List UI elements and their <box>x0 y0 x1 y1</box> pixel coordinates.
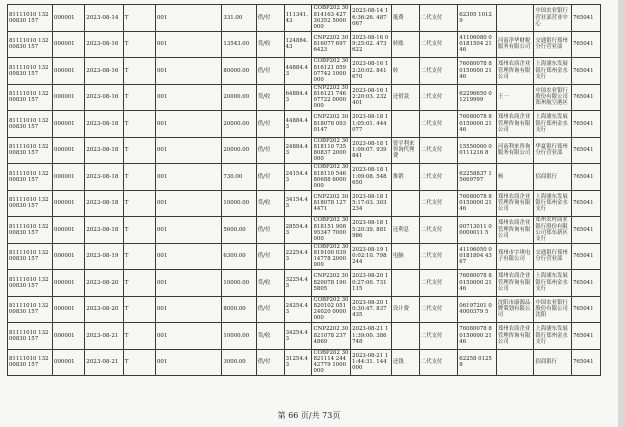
counterparty-bank: 招商银行 <box>534 349 572 376</box>
counterparty-name: 郑州农商企业管理咨询有限公司 <box>496 190 534 217</box>
transaction-date: 2023-08-21 <box>85 349 124 376</box>
transaction-date: 2023-08-20 <box>85 296 124 323</box>
transaction-type: T <box>123 190 155 217</box>
reference-number: COBP202 30819100 03914778 2000000 <box>312 243 351 270</box>
channel: 二代支付 <box>419 349 458 376</box>
balance: 64884.43 <box>284 84 312 111</box>
table-row <box>8 243 601 270</box>
counterparty-account: 62258 01258 <box>458 349 497 376</box>
transaction-time: 2023-08-20 10:27:00. 731115 <box>351 270 392 297</box>
transaction-type: T <box>123 243 155 270</box>
balance: 22254.43 <box>284 243 312 270</box>
reference-number: COBP202 30814163 42730352 5000000 <box>312 5 351 32</box>
transaction-type: T <box>123 164 155 191</box>
balance: 44884.43 <box>284 58 312 85</box>
table-row <box>8 349 601 376</box>
counterparty-account: 76080078 80150000 2146 <box>458 270 497 297</box>
table-row <box>8 270 601 297</box>
counterparty-account: 62305 10129 <box>458 5 497 32</box>
account-number: 81111010 13200830 157 <box>8 323 53 350</box>
amount: 80000.00 <box>222 58 256 85</box>
channel: 二代支付 <box>419 31 458 58</box>
account-number: 81111010 13200830 157 <box>8 111 53 138</box>
transaction-type: T <box>123 323 155 350</box>
channel: 二代支付 <box>419 270 458 297</box>
transaction-type: T <box>123 217 155 244</box>
transaction-date: 2023-08-18 <box>85 217 124 244</box>
memo: 转 <box>391 58 419 85</box>
balance: 44884.43 <box>284 111 312 138</box>
debit-credit: 贷/收 <box>256 84 284 111</box>
debit-credit: 贷/收 <box>256 270 284 297</box>
debit-credit: 借/付 <box>256 5 284 32</box>
transaction-date: 2023-08-16 <box>85 58 124 85</box>
branch-code: 765041 <box>571 5 600 32</box>
branch-code: 765041 <box>571 58 600 85</box>
counterparty-bank: 郑州农村商业银行股份有限公司郑东新区支行 <box>534 217 572 244</box>
transaction-time: 2023-08-14 16:36:26. 487067 <box>351 5 392 32</box>
account-number: 81111010 13200830 157 <box>8 217 53 244</box>
debit-credit: 贷/收 <box>256 323 284 350</box>
account-number: 81111010 13200830 157 <box>8 31 53 58</box>
amount: 10000.00 <box>222 323 256 350</box>
sequence-code: 000001 <box>53 217 85 244</box>
balance: 28554.43 <box>284 217 312 244</box>
account-number: 81111010 13200830 157 <box>8 164 53 191</box>
branch-code: 765041 <box>571 190 600 217</box>
currency-code: 001 <box>155 31 221 58</box>
reference-number: COBP202 30818110 73580837 2000000 <box>312 137 351 164</box>
currency-code: 001 <box>155 296 221 323</box>
transaction-date: 2023-08-18 <box>85 190 124 217</box>
transaction-type: T <box>123 111 155 138</box>
table-row <box>8 164 601 191</box>
account-number: 81111010 13200830 157 <box>8 137 53 164</box>
transaction-type: T <box>123 58 155 85</box>
counterparty-bank: 华夏银行郑州分行营业部 <box>534 137 572 164</box>
sequence-code: 000001 <box>53 84 85 111</box>
amount: 8000.00 <box>222 296 256 323</box>
sequence-code: 000001 <box>53 5 85 32</box>
debit-credit: 借/付 <box>256 296 284 323</box>
reference-number: CNP2202 30816121 74607722 0000000 <box>312 84 351 111</box>
channel: 二代支付 <box>419 243 458 270</box>
counterparty-bank: 上海浦东发展银行郑州金水支行 <box>534 190 572 217</box>
table-row <box>8 217 601 244</box>
amount: 5600.00 <box>222 217 256 244</box>
sequence-code: 000001 <box>53 270 85 297</box>
transaction-time: 2023-08-19 10:02:10. 798244 <box>351 243 392 270</box>
sequence-code: 000001 <box>53 111 85 138</box>
transaction-type: T <box>123 296 155 323</box>
amount: 730.00 <box>222 164 256 191</box>
debit-credit: 借/付 <box>256 243 284 270</box>
counterparty-account: 62296650 01219999 <box>458 84 497 111</box>
balance: 34254.43 <box>284 323 312 350</box>
counterparty-bank: 中国农业银行营业部营业中心 <box>534 5 572 32</box>
counterparty-account: 76080078 80150000 2146 <box>458 323 497 350</box>
memo: 设计费 <box>391 296 419 323</box>
counterparty-name: 王一 <box>496 84 534 111</box>
counterparty-bank: 中国农业银行股份有限公司沈阳 <box>534 296 572 323</box>
memo: 资平利来咨询代理费 <box>391 137 419 164</box>
amount: 10000.00 <box>222 270 256 297</box>
counterparty-name: 郑州农商企业管理咨询有限公司 <box>496 111 534 138</box>
amount: 3000.00 <box>222 349 256 376</box>
transaction-date: 2023-08-21 <box>85 323 124 350</box>
branch-code: 765041 <box>571 296 600 323</box>
account-number: 81111010 13200830 157 <box>8 84 53 111</box>
branch-code: 765041 <box>571 31 600 58</box>
branch-code: 765041 <box>571 243 600 270</box>
table-row <box>8 296 601 323</box>
branch-code: 765041 <box>571 137 600 164</box>
transaction-date: 2023-08-18 <box>85 137 124 164</box>
branch-code: 765041 <box>571 111 600 138</box>
table-row <box>8 137 601 164</box>
balance: 124884.43 <box>284 31 312 58</box>
account-number: 81111010 13200830 157 <box>8 243 53 270</box>
memo: 电脑 <box>391 243 419 270</box>
counterparty-name <box>496 5 534 32</box>
account-number: 81111010 13200830 157 <box>8 296 53 323</box>
counterparty-bank: 上海浦东发展银行郑州金水支行 <box>534 323 572 350</box>
balance: 24254.43 <box>284 296 312 323</box>
transaction-time: 2023-08-16 09:25:02. 473622 <box>351 31 392 58</box>
balance: 32254.43 <box>284 270 312 297</box>
balance: 24154.43 <box>284 164 312 191</box>
transaction-time: 2023-08-16 12:20:03. 232401 <box>351 84 392 111</box>
sequence-code: 000001 <box>53 58 85 85</box>
transaction-date: 2023-08-16 <box>85 31 124 58</box>
transaction-time: 2023-08-21 11:39:00. 386748 <box>351 323 392 350</box>
reference-number: CNP2202 30818078 1274471 <box>312 190 351 217</box>
counterparty-account: 00713011 00000011 5 <box>458 217 497 244</box>
transaction-date: 2023-08-16 <box>85 84 124 111</box>
memo: 推销 <box>391 164 419 191</box>
currency-code: 001 <box>155 270 221 297</box>
transaction-type: T <box>123 84 155 111</box>
reference-number: COBP202 30818110 54680688 6000000 <box>312 164 351 191</box>
debit-credit: 贷/收 <box>256 190 284 217</box>
counterparty-account: 76080078 80150000 2146 <box>458 58 497 85</box>
account-number: 81111010 13200830 157 <box>8 58 53 85</box>
transaction-time: 2023-08-16 12:20:02. 841670 <box>351 58 392 85</box>
transaction-table <box>7 4 601 376</box>
sequence-code: 000001 <box>53 323 85 350</box>
memo <box>391 111 419 138</box>
memo: 转账 <box>391 31 419 58</box>
reference-number: COBP202 30820102 05124020 0000000 <box>312 296 351 323</box>
reference-number: CNP2202 30816077 6976423 <box>312 31 351 58</box>
memo: 还借款 <box>391 84 419 111</box>
debit-credit: 借/付 <box>256 349 284 376</box>
page-number: 第 66 页/共 73页 <box>277 411 341 420</box>
reference-number: CNP2202 30818078 0930147 <box>312 111 351 138</box>
debit-credit: 借/付 <box>256 164 284 191</box>
counterparty-bank: 上海浦东发展银行郑州金水支行 <box>534 58 572 85</box>
sequence-code: 000001 <box>53 296 85 323</box>
transaction-date: 2023-08-20 <box>85 270 124 297</box>
branch-code: 765041 <box>571 270 600 297</box>
sequence-code: 000001 <box>53 349 85 376</box>
debit-credit: 借/付 <box>256 111 284 138</box>
counterparty-name: 郑州农商企业管理咨询有限公司 <box>496 217 534 244</box>
counterparty-name: 郑州农商企业管理咨询有限公司 <box>496 58 534 85</box>
counterparty-bank: 上海浦东发展银行郑州金水支行 <box>534 111 572 138</box>
counterparty-account: 76080078 80150000 2146 <box>458 190 497 217</box>
currency-code: 001 <box>155 349 221 376</box>
currency-code: 001 <box>155 58 221 85</box>
counterparty-account: 06197201 04000379 5 <box>458 296 497 323</box>
sequence-code: 000001 <box>53 243 85 270</box>
transaction-type: T <box>123 31 155 58</box>
amount: 20000.00 <box>222 111 256 138</box>
counterparty-name: 郑州农商企业管理咨询有限公司 <box>496 323 534 350</box>
account-number: 81111010 13200830 157 <box>8 5 53 32</box>
counterparty-bank: 招商银行 <box>534 164 572 191</box>
branch-code: 765041 <box>571 164 600 191</box>
transaction-time: 2023-08-18 15:20:39. 881986 <box>351 217 392 244</box>
debit-credit: 贷/收 <box>256 31 284 58</box>
currency-code: 001 <box>155 84 221 111</box>
transaction-time: 2023-08-21 11:44:31. 144000 <box>351 349 392 376</box>
channel: 二代支付 <box>419 190 458 217</box>
memo: 还利息 <box>391 217 419 244</box>
counterparty-name: 河南利来咨询服务有限公司 <box>496 137 534 164</box>
counterparty-bank: 交通银行郑州分行营业部 <box>534 31 572 58</box>
table-row <box>8 31 601 58</box>
channel: 二代支付 <box>419 5 458 32</box>
counterparty-name: 沈阳市康源品牌策划有限公司 <box>496 296 534 323</box>
table-row <box>8 5 601 32</box>
counterparty-name: 郑州市字琪电子有限公司 <box>496 243 534 270</box>
table-row <box>8 323 601 350</box>
sequence-code: 000001 <box>53 164 85 191</box>
balance: 24884.43 <box>284 137 312 164</box>
currency-code: 001 <box>155 243 221 270</box>
branch-code: 765041 <box>571 349 600 376</box>
memo <box>391 190 419 217</box>
counterparty-account: 41106080 00181504 2146 <box>458 31 497 58</box>
transaction-date: 2023-08-18 <box>85 111 124 138</box>
transaction-time: 2023-08-20 10:30:47. 837435 <box>351 296 392 323</box>
account-number: 81111010 13200830 157 <box>8 190 53 217</box>
debit-credit: 借/付 <box>256 58 284 85</box>
transaction-time: 2023-08-18 11:05:01. 444077 <box>351 111 392 138</box>
sequence-code: 000001 <box>53 31 85 58</box>
channel: 二代支付 <box>419 84 458 111</box>
amount: 20000.00 <box>222 137 256 164</box>
counterparty-account: 62258837 15669797 <box>458 164 497 191</box>
memo <box>391 270 419 297</box>
counterparty-account: 41106050 00181804 4367 <box>458 243 497 270</box>
balance: 34154.43 <box>284 190 312 217</box>
channel: 二代支付 <box>419 111 458 138</box>
branch-code: 765041 <box>571 217 600 244</box>
branch-code: 765041 <box>571 84 600 111</box>
amount: 331.00 <box>222 5 256 32</box>
table-row <box>8 190 601 217</box>
reference-number: COBP202 30821114 24442779 1000000 <box>312 349 351 376</box>
transaction-date: 2023-08-14 <box>85 5 124 32</box>
channel: 二代支付 <box>419 58 458 85</box>
channel: 二代支付 <box>419 137 458 164</box>
sequence-code: 000001 <box>53 137 85 164</box>
channel: 二代支付 <box>419 164 458 191</box>
debit-credit: 借/付 <box>256 137 284 164</box>
transaction-type: T <box>123 349 155 376</box>
transaction-date: 2023-08-19 <box>85 243 124 270</box>
counterparty-name: 杨 <box>496 164 534 191</box>
transaction-time: 2023-08-18 11:09:07. 939841 <box>351 137 392 164</box>
memo: 还钱 <box>391 349 419 376</box>
branch-code: 765041 <box>571 323 600 350</box>
reference-number: COBP202 30818151 90895347 7000000 <box>312 217 351 244</box>
account-number: 81111010 13200830 157 <box>8 270 53 297</box>
memo: 抵费 <box>391 5 419 32</box>
channel: 二代支付 <box>419 323 458 350</box>
counterparty-name: 河南净华财税服务有限公司 <box>496 31 534 58</box>
counterparty-bank: 交通银行郑州分行营业部 <box>534 243 572 270</box>
amount: 6300.00 <box>222 243 256 270</box>
currency-code: 001 <box>155 5 221 32</box>
table-row <box>8 84 601 111</box>
channel: 二代支付 <box>419 296 458 323</box>
reference-number: CNP2202 30821078 2374869 <box>312 323 351 350</box>
counterparty-bank: 上海浦东发展银行郑州金水支行 <box>534 270 572 297</box>
counterparty-account: 15550000 00111216 8 <box>458 137 497 164</box>
transaction-time: 2023-08-18 11:09:08. 548650 <box>351 164 392 191</box>
amount: 10000.00 <box>222 190 256 217</box>
memo <box>391 323 419 350</box>
transaction-type: T <box>123 137 155 164</box>
debit-credit: 借/付 <box>256 217 284 244</box>
table-row <box>8 58 601 85</box>
reference-number: CNP2202 30820078 1905805 <box>312 270 351 297</box>
table-row <box>8 111 601 138</box>
reference-number: COBP202 30816121 85907742 1000000 <box>312 58 351 85</box>
balance: 31254.43 <box>284 349 312 376</box>
currency-code: 001 <box>155 217 221 244</box>
counterparty-name: 郑州农商企业管理咨询有限公司 <box>496 270 534 297</box>
currency-code: 001 <box>155 190 221 217</box>
currency-code: 001 <box>155 164 221 191</box>
transaction-type: T <box>123 5 155 32</box>
counterparty-account: 76080078 80150000 2146 <box>458 111 497 138</box>
balance: 111341.43 <box>284 5 312 32</box>
channel: 二代支付 <box>419 217 458 244</box>
currency-code: 001 <box>155 137 221 164</box>
amount: 20000.00 <box>222 84 256 111</box>
amount: 13543.00 <box>222 31 256 58</box>
counterparty-name <box>496 349 534 376</box>
transaction-type: T <box>123 270 155 297</box>
sequence-code: 000001 <box>53 190 85 217</box>
counterparty-bank: 中国农业银行股份有限公司郑州航空港区 <box>534 84 572 111</box>
account-number: 81111010 13200830 157 <box>8 349 53 376</box>
currency-code: 001 <box>155 111 221 138</box>
transaction-date: 2023-08-18 <box>85 164 124 191</box>
transaction-time: 2023-08-18 15:17:03. 303234 <box>351 190 392 217</box>
currency-code: 001 <box>155 323 221 350</box>
